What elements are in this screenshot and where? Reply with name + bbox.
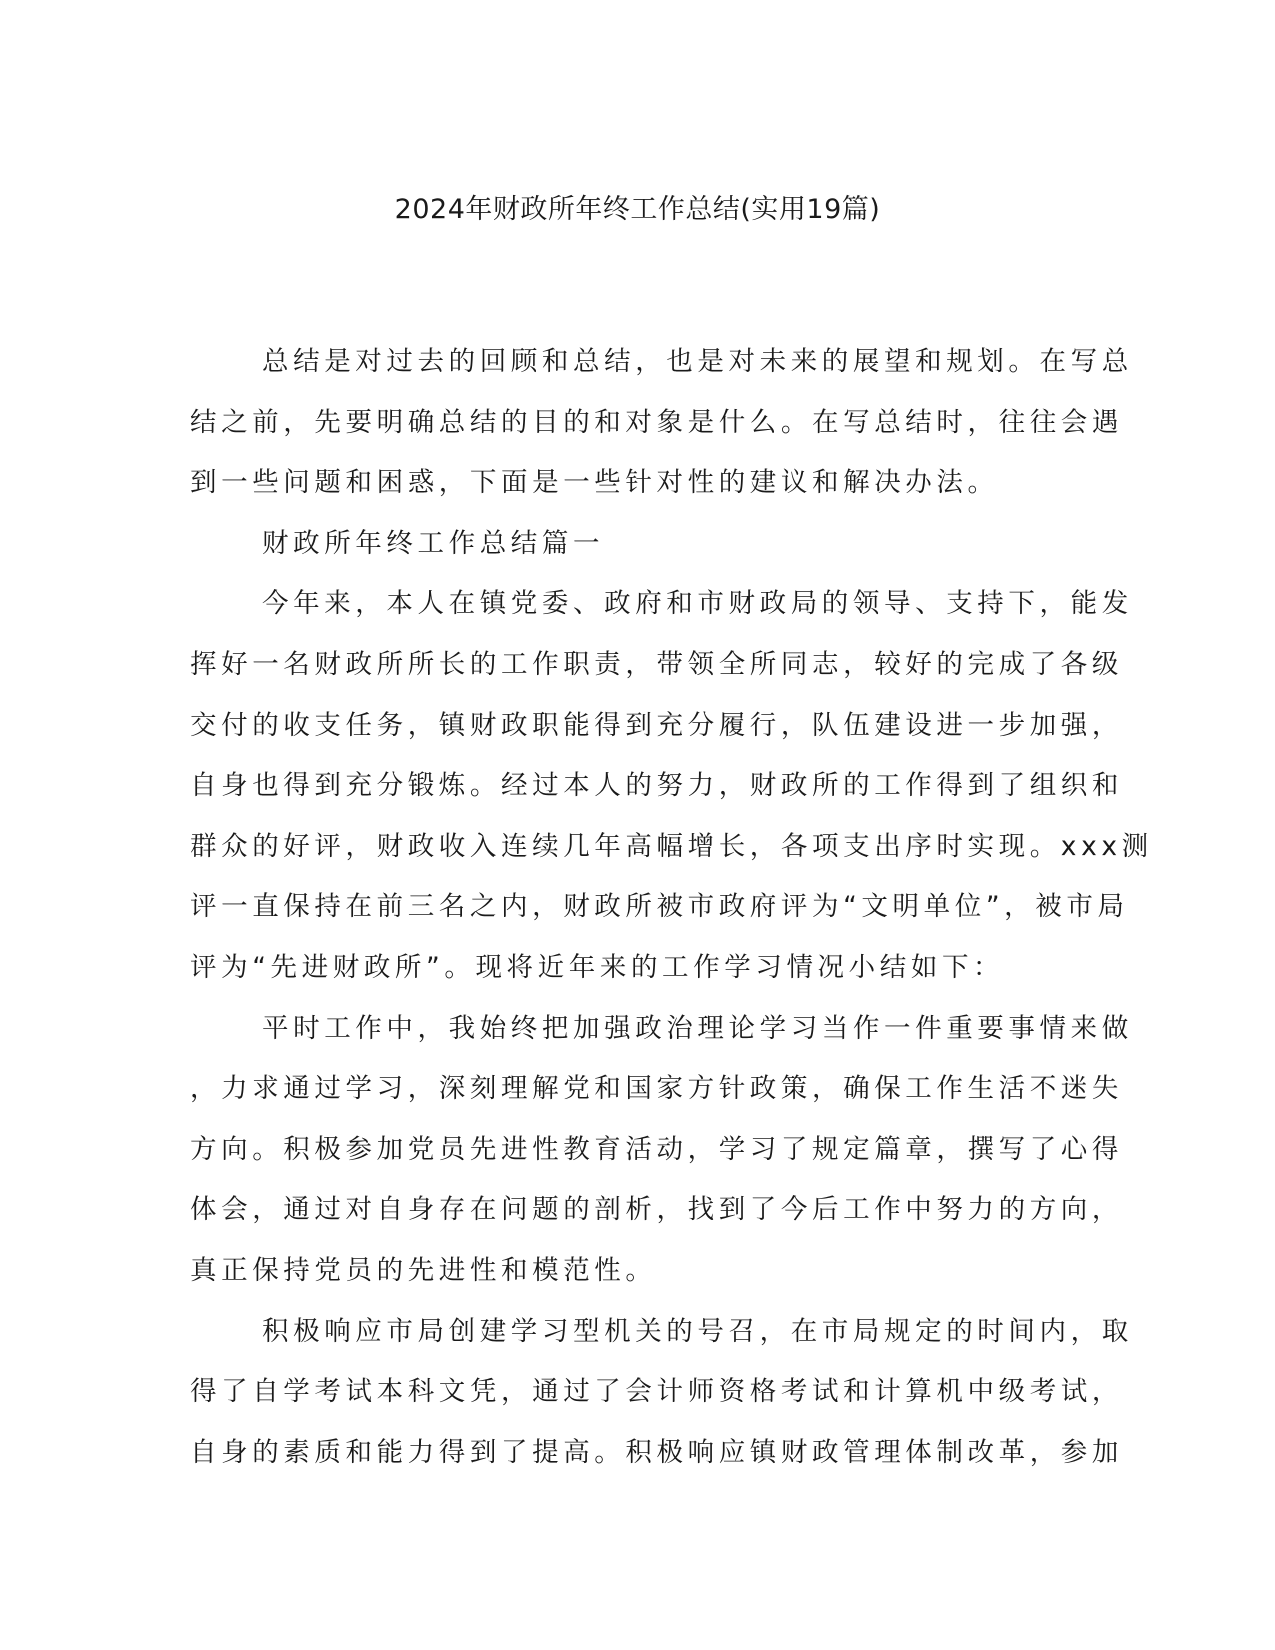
text-line: 自身也得到充分锻炼。经过本人的努力，财政所的工作得到了组织和 (190, 770, 1123, 802)
text-line: 积极响应市局创建学习型机关的号召，在市局规定的时间内，取 (262, 1315, 1133, 1347)
text-line: 体会，通过对自身存在问题的剖析，找到了今后工作中努力的方向， (190, 1194, 1123, 1226)
text-line: 真正保持党员的先进性和模范性。 (190, 1254, 657, 1286)
text-line: 到一些问题和困惑，下面是一些针对性的建议和解决办法。 (190, 467, 999, 499)
text-line: 得了自学考试本科文凭，通过了会计师资格考试和计算机中级考试， (190, 1376, 1123, 1408)
text-line: 交付的收支任务，镇财政职能得到充分履行，队伍建设进一步加强， (190, 709, 1123, 741)
text-line: 财政所年终工作总结篇一 (262, 527, 605, 559)
document-title: 2024年财政所年终工作总结(实用19篇) (394, 194, 881, 225)
text-line: 评为“先进财政所”。现将近年来的工作学习情况小结如下： (190, 951, 1005, 983)
text-line: 总结是对过去的回顾和总结，也是对未来的展望和规划。在写总 (262, 346, 1133, 377)
text-line: 方向。积极参加党员先进性教育活动，学习了规定篇章，撰写了心得 (190, 1133, 1123, 1165)
text-line: 自身的素质和能力得到了提高。积极响应镇财政管理体制改革，参加 (190, 1436, 1123, 1468)
document-body (190, 332, 1153, 1483)
text-line: 群众的好评，财政收入连续几年高幅增长，各项支出序时实现。xxx测 (190, 830, 1153, 862)
text-line: 今年来，本人在镇党委、政府和市财政局的领导、支持下，能发 (262, 588, 1133, 620)
text-line: ，力求通过学习，深刻理解党和国家方针政策，确保工作生活不迷失 (190, 1073, 1123, 1105)
text-line: 评一直保持在前三名之内，财政所被市政府评为“文明单位”，被市局 (190, 891, 1129, 923)
text-line: 挥好一名财政所所长的工作职责，带领全所同志，较好的完成了各级 (190, 648, 1123, 680)
text-line: 平时工作中，我始终把加强政治理论学习当作一件重要事情来做 (262, 1012, 1133, 1044)
text-line: 结之前，先要明确总结的目的和对象是什么。在写总结时，往往会遇 (190, 406, 1123, 438)
